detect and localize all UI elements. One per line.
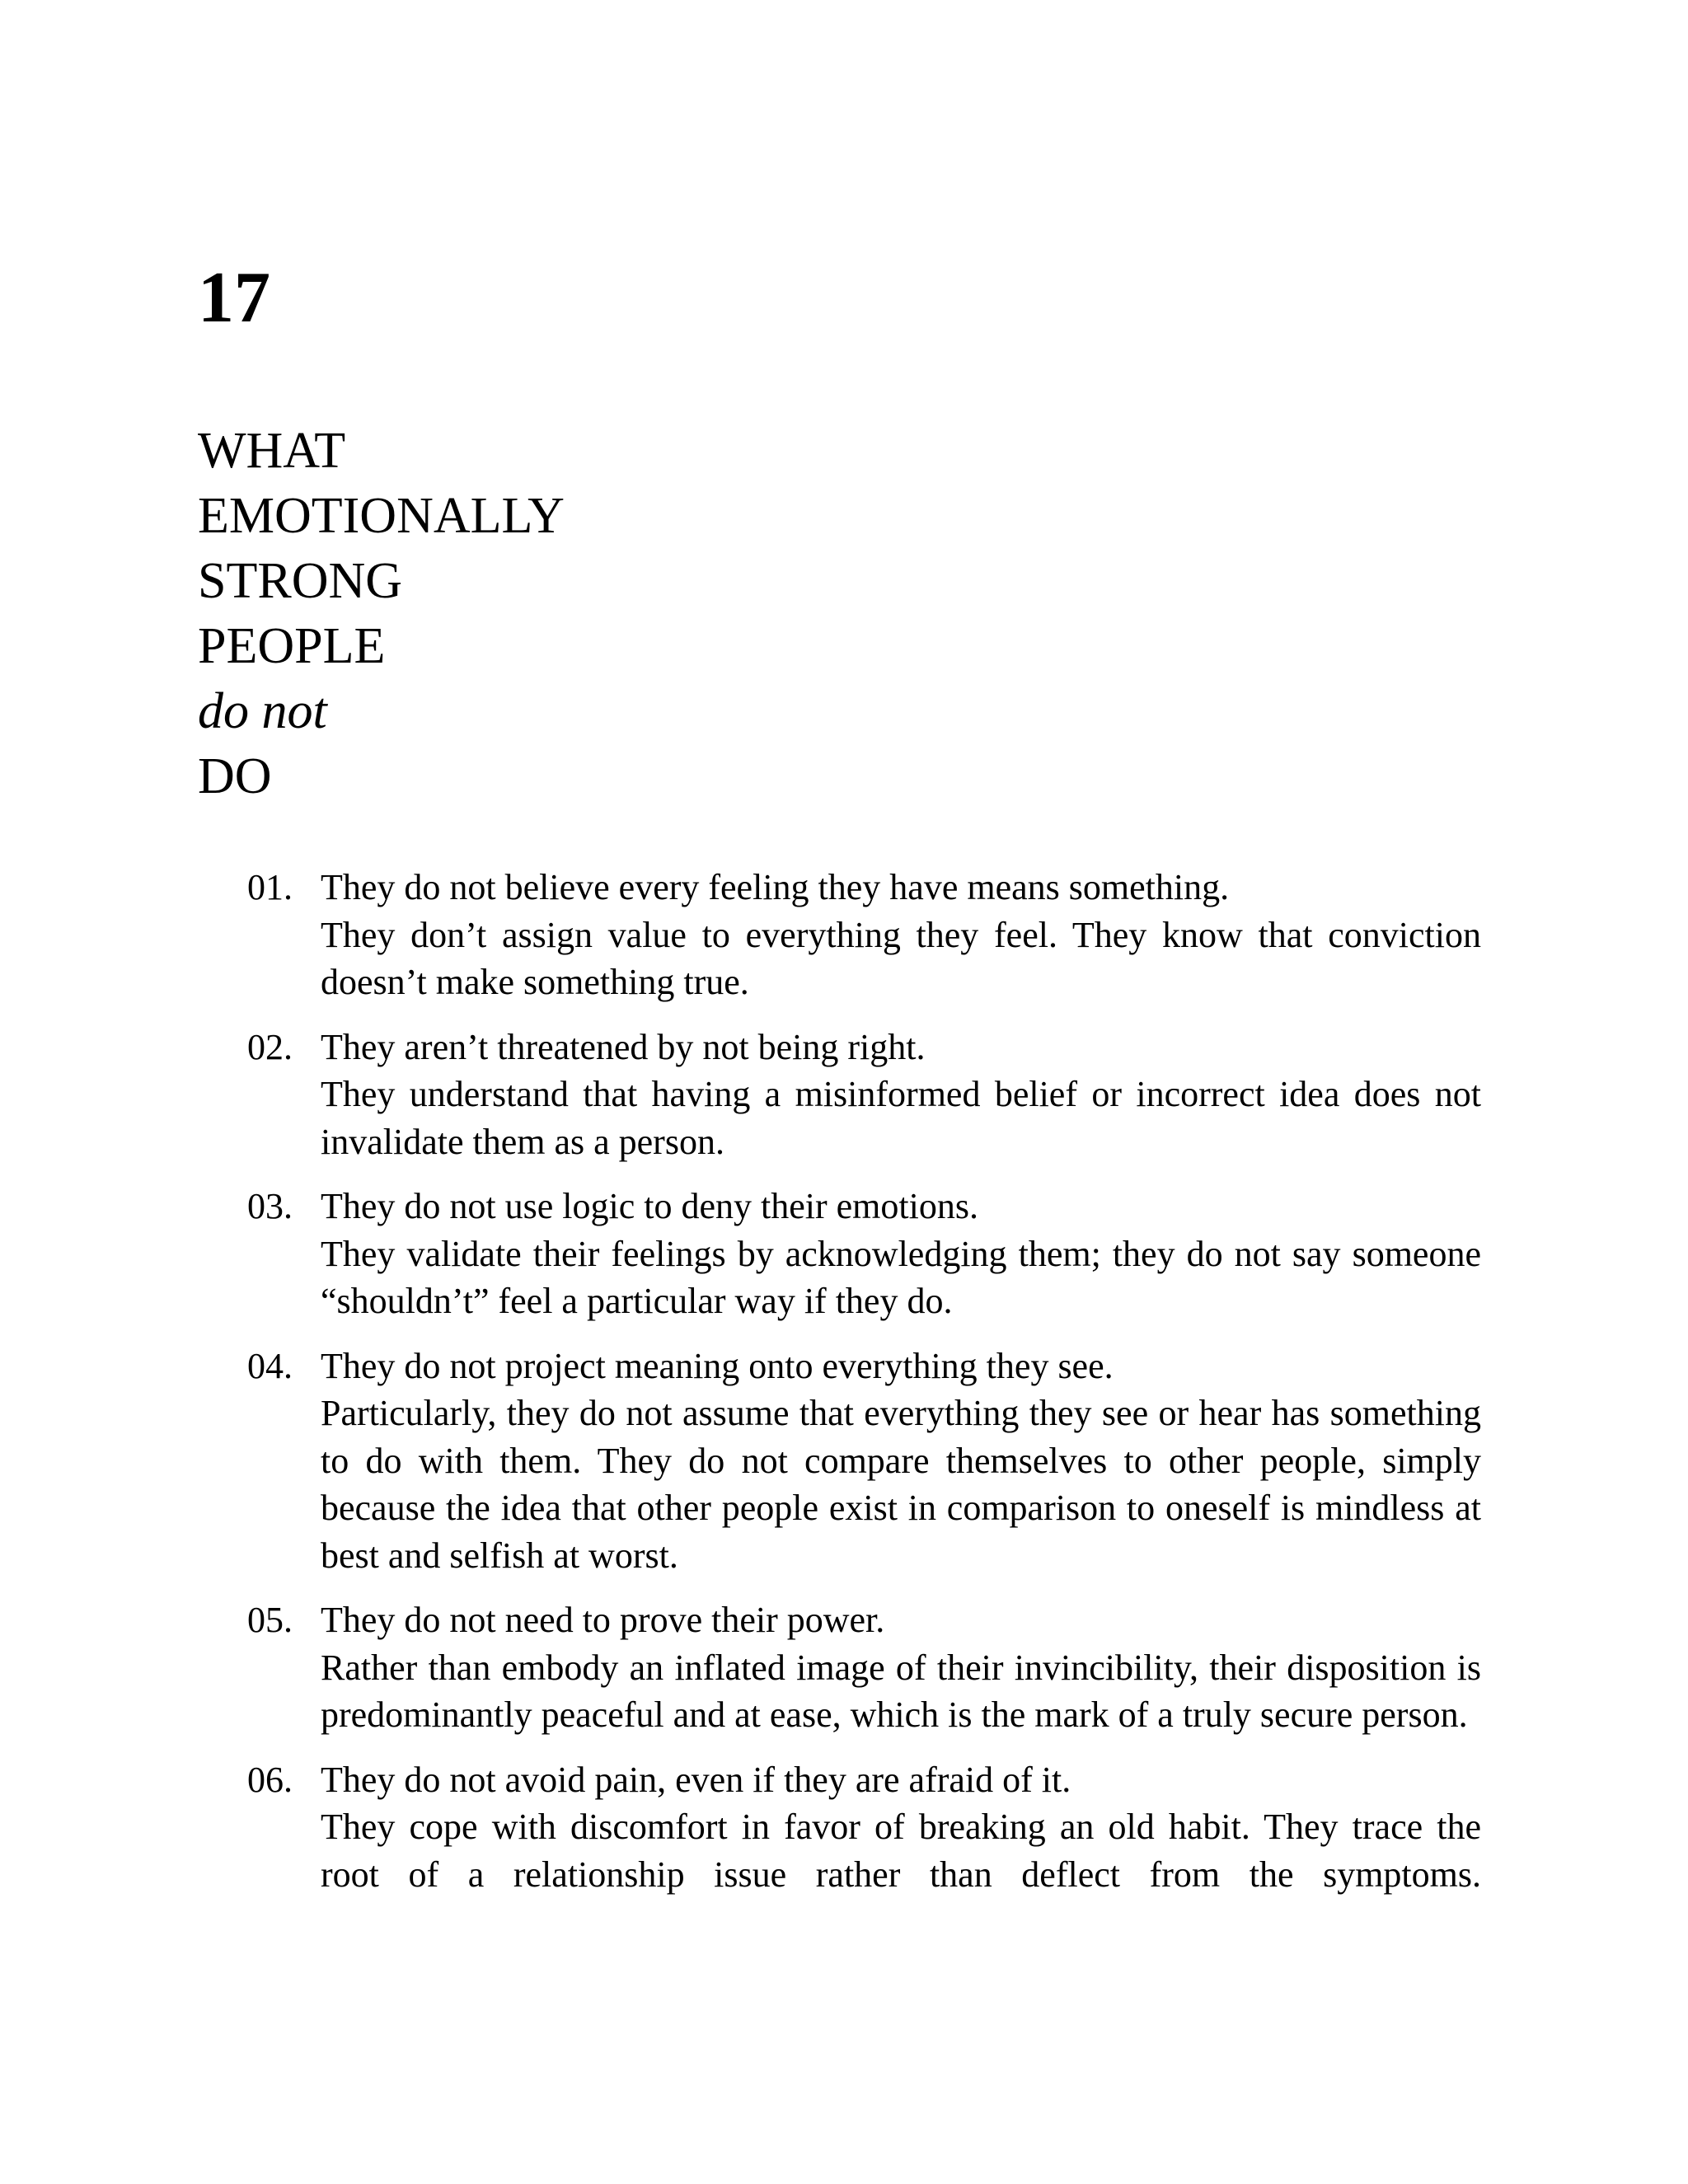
chapter-title-line: PEOPLE [198, 618, 386, 674]
chapter-title-line: EMOTIONALLY [198, 488, 565, 544]
chapter-title-italic: do not [198, 683, 327, 739]
list-item [247, 1756, 1481, 1899]
list-item [247, 1596, 1481, 1739]
list-item [247, 864, 1481, 1006]
item-body: They validate their feelings by acknowledging them; they do not say someone “shouldn’t” feel a particular way if they do. [321, 1233, 1481, 1321]
item-number: 04. [247, 1345, 293, 1386]
chapter-title-line: STRONG [198, 553, 403, 609]
list-item [247, 1343, 1481, 1580]
item-heading: They do not avoid pain, even if they are afraid of it. [321, 1759, 1071, 1800]
list-item [247, 1183, 1481, 1325]
list-item [247, 1024, 1481, 1166]
item-number: 05. [247, 1600, 293, 1640]
item-body: They don’t assign value to everything they feel. They know that conviction doesn’t make something true. [321, 914, 1481, 1002]
numbered-list [247, 864, 1481, 1915]
item-number: 02. [247, 1026, 293, 1067]
item-heading: They aren’t threatened by not being right. [321, 1026, 926, 1067]
chapter-title-line: DO [198, 748, 272, 804]
item-body: Rather than embody an inflated image of their invincibility, their disposition is predominantly peaceful and at ease, which is the mark of a truly secure person. [321, 1647, 1481, 1735]
item-body: They cope with discomfort in favor of breaking an old habit. They trace the root of a relationship issue rather than deflect from the symptoms. [321, 1807, 1481, 1895]
item-heading: They do not need to prove their power. [321, 1600, 885, 1640]
chapter-number: 17 [198, 258, 270, 338]
item-body: Particularly, they do not assume that everything they see or hear has something to do with them. They do not compare themselves to other people, simply because the idea that other people exist in comparison to oneself is mindless at best and selfish at worst. [321, 1393, 1481, 1576]
item-number: 06. [247, 1759, 293, 1800]
chapter-title [198, 419, 565, 809]
item-heading: They do not project meaning onto everything they see. [321, 1345, 1114, 1386]
item-number: 03. [247, 1186, 293, 1226]
item-body: They understand that having a misinformed belief or incorrect idea does not invalidate them as a person. [321, 1074, 1481, 1162]
item-heading: They do not use logic to deny their emotions. [321, 1186, 978, 1226]
chapter-title-line: WHAT [198, 423, 346, 479]
item-number: 01. [247, 867, 293, 907]
item-heading: They do not believe every feeling they have means something. [321, 867, 1230, 907]
